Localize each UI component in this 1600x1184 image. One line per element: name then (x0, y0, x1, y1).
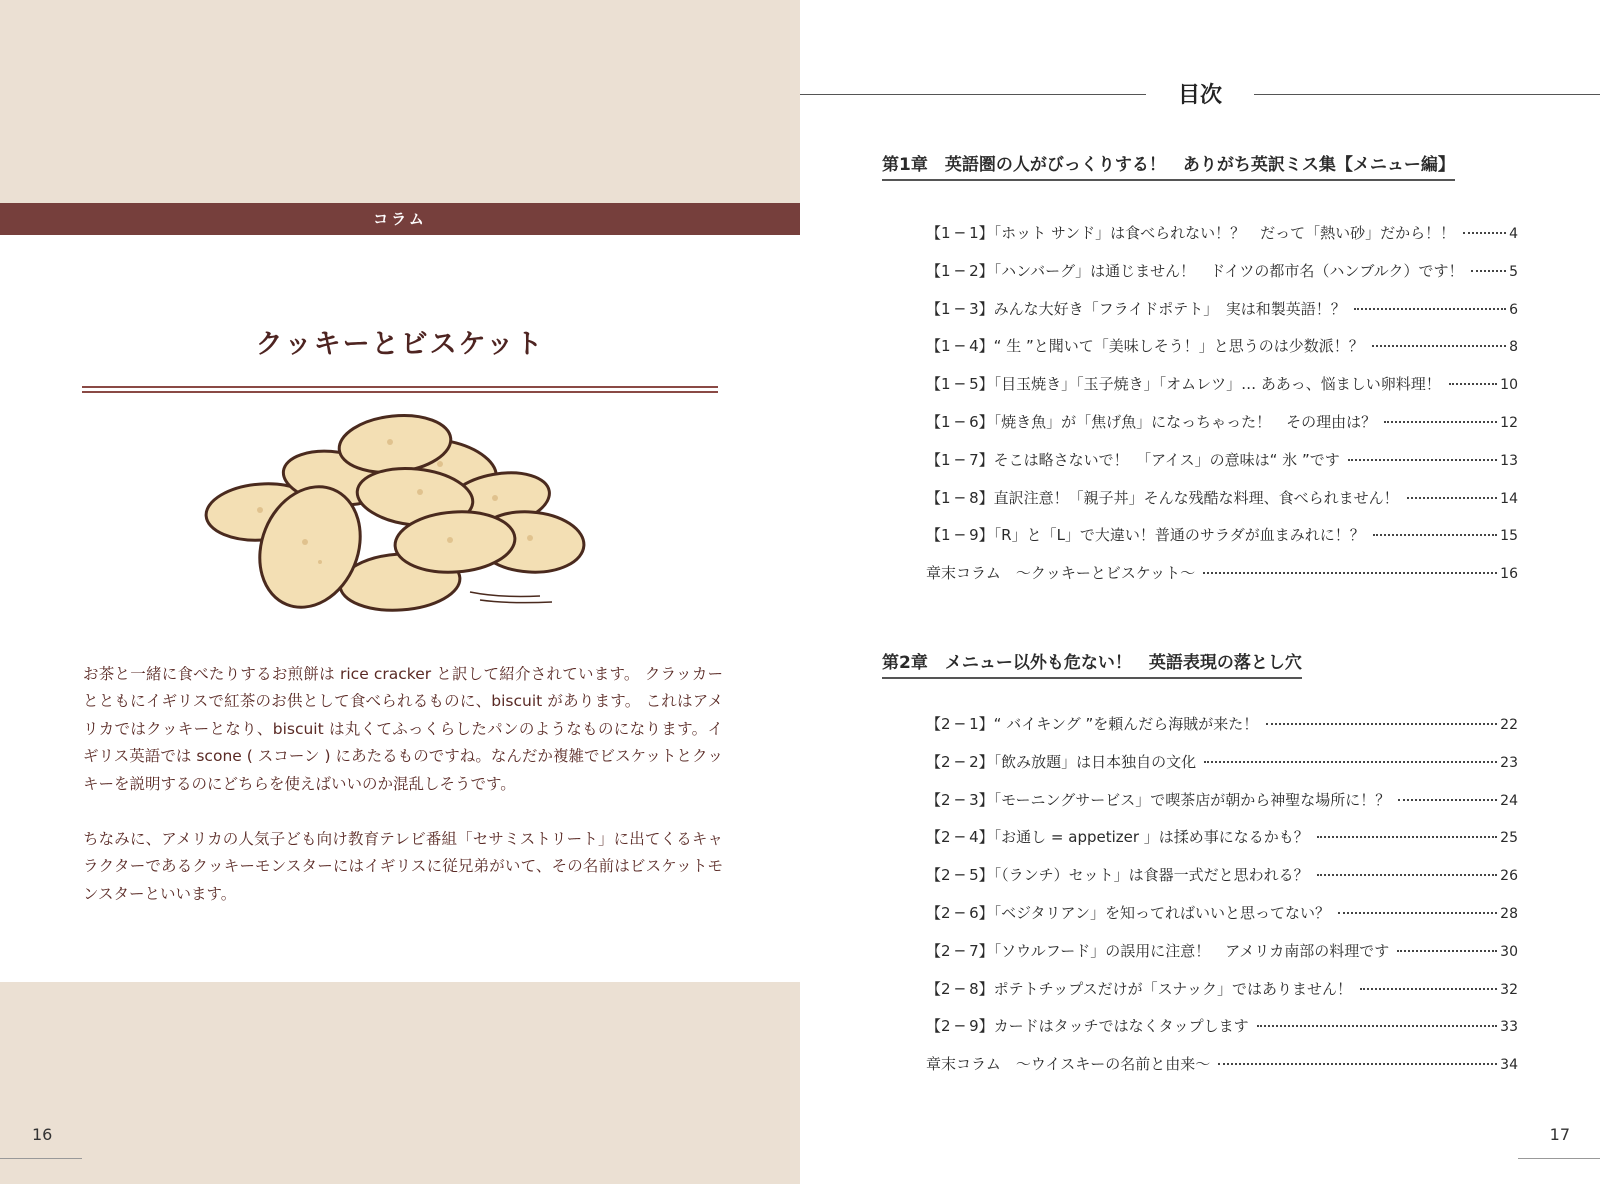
column-banner: コラム (0, 203, 800, 235)
toc-entry-page: 30 (1500, 943, 1518, 960)
toc-entry-title: 【1 ─ 2】「ハンバーグ」は通じません！ ドイツの都市名（ハンブルク）です！ (926, 261, 1464, 280)
toc-entry (926, 978, 1518, 1016)
toc-dot-leader (1218, 1063, 1497, 1065)
page-number-right: 17 (1549, 1125, 1570, 1144)
toc-dot-leader (1348, 459, 1497, 461)
toc-dot-leader (1360, 988, 1497, 990)
toc-entry-title: 【1 ─ 7】そこは略さないで！ 「アイス」の意味は“ 氷 ”です (926, 450, 1340, 469)
toc-entry-title: 【2 ─ 3】「モーニングサービス」で喫茶店が朝から神聖な場所に！？ (926, 790, 1391, 809)
toc-entry-page: 16 (1500, 566, 1518, 583)
toc-entry (926, 864, 1518, 902)
toc-entry-page: 24 (1500, 792, 1518, 809)
toc-dot-leader (1204, 761, 1497, 763)
toc-entry (926, 487, 1518, 525)
page-number-rule (0, 1158, 82, 1159)
column-title: クッキーとビスケット (255, 329, 545, 360)
toc-entry (926, 789, 1518, 827)
toc-entry-page: 10 (1500, 377, 1518, 394)
toc-entry (926, 222, 1518, 260)
toc-entry-page: 13 (1500, 452, 1518, 469)
toc-entry-page: 22 (1500, 717, 1518, 733)
toc-entry-page: 26 (1500, 868, 1518, 885)
toc-dot-leader (1398, 799, 1497, 801)
toc-entry-title: 【2 ─ 7】「ソウルフード」の誤用に注意！ アメリカ南部の料理です (926, 941, 1390, 960)
toc-entry (926, 751, 1518, 789)
toc-entry (926, 826, 1518, 864)
toc-entry-title: 【1 ─ 4】“ 生 ”と聞いて「美味しそう！」と思うのは少数派！？ (926, 337, 1364, 356)
toc-entry-title: 【2 ─ 9】カードはタッチではなくタップします (926, 1017, 1249, 1036)
toc-entry-page: 32 (1500, 981, 1518, 998)
toc-entry-page: 5 (1509, 263, 1518, 280)
toc-dot-leader (1317, 836, 1497, 838)
toc-dot-leader (1449, 383, 1497, 385)
toc-entry (926, 411, 1518, 449)
toc-dot-leader (1463, 232, 1506, 234)
toc-entry (926, 524, 1518, 562)
toc-entry-page: 28 (1500, 905, 1518, 922)
toc-entry-title: 章末コラム ～クッキーとビスケット～ (926, 564, 1196, 583)
toc-entry (926, 298, 1518, 336)
bottom-decorative-band (0, 982, 800, 1184)
chapter-heading: 第1章 英語圏の人がびっくりする！ ありがち英訳ミス集【メニュー編】 (882, 150, 1455, 181)
toc-entry (926, 373, 1518, 411)
chapter-heading: 第2章 メニュー以外も危ない！ 英語表現の落とし穴 (882, 648, 1302, 679)
toc-entry-title: 【2 ─ 1】“ バイキング ”を頼んだら海賊が来た！ (926, 715, 1259, 733)
top-decorative-band (0, 0, 800, 203)
toc-entry (926, 562, 1518, 600)
toc-entry (926, 902, 1518, 940)
toc-list-chapter-1 (926, 222, 1518, 600)
toc-entry-title: 【2 ─ 6】「ベジタリアン」を知ってればいいと思ってない？ (926, 903, 1330, 922)
toc-dot-leader (1257, 1025, 1498, 1027)
toc-entry (926, 713, 1518, 751)
title-double-rule (82, 386, 718, 388)
toc-entry (926, 260, 1518, 298)
toc-entry-page: 6 (1509, 301, 1518, 318)
toc-entry (926, 1015, 1518, 1053)
toc-entry-title: 【1 ─ 8】直訳注意！「親子丼」そんな残酷な料理、食べられません！ (926, 488, 1399, 507)
toc-entry (926, 335, 1518, 373)
toc-dot-leader (1354, 308, 1506, 310)
page-number-left: 16 (32, 1125, 53, 1144)
column-paragraph: ちなみに、アメリカの人気子ども向け教育テレビ番組「セサミストリート」に出てくるキャラクターであるクッキーモンスターにはイギリスに従兄弟がいて、その名前はビスケットモンスターといいます。 (83, 829, 723, 903)
toc-entry-page: 34 (1500, 1057, 1518, 1074)
toc-entry-title: 【1 ─ 5】「目玉焼き」「玉子焼き」「オムレツ」… ああっ、悩ましい卵料理！ (926, 375, 1441, 394)
toc-dot-leader (1471, 270, 1506, 272)
toc-entry-title: 【1 ─ 6】「焼き魚」が「焦げ魚」になっちゃった！ その理由は？ (926, 412, 1377, 431)
toc-entry-page: 4 (1509, 226, 1518, 242)
title-double-rule (82, 391, 718, 393)
toc-dot-leader (1384, 421, 1497, 423)
toc-dot-leader (1372, 345, 1506, 347)
toc-heading-rule (800, 94, 1146, 95)
toc-entry-page: 25 (1500, 830, 1518, 847)
toc-dot-leader (1317, 874, 1498, 876)
toc-heading-rule (1254, 94, 1600, 95)
toc-entry-page: 8 (1509, 339, 1518, 356)
toc-entry-title: 【2 ─ 8】ポテトチップスだけが「スナック」ではありません！ (926, 979, 1353, 998)
toc-entry-page: 14 (1500, 490, 1518, 507)
toc-entry-title: 【1 ─ 3】みんな大好き「フライドポテト」 実は和製英語！？ (926, 299, 1346, 318)
toc-dot-leader (1338, 912, 1497, 914)
toc-entry (926, 449, 1518, 487)
toc-dot-leader (1407, 497, 1498, 499)
toc-entry (926, 940, 1518, 978)
toc-entry-title: 【2 ─ 4】「お通し = appetizer 」は揉め事になるかも？ (926, 828, 1309, 847)
toc-entry-title: 【1 ─ 1】「ホット サンド」は食べられない！？ だって「熱い砂」だから！！ (926, 224, 1456, 242)
toc-entry-page: 33 (1500, 1019, 1518, 1036)
toc-entry-title: 【2 ─ 5】「（ランチ）セット」は食器一式だと思われる？ (926, 866, 1309, 885)
toc-dot-leader (1373, 534, 1497, 536)
toc-entry-title: 【2 ─ 2】「飲み放題」は日本独自の文化 (926, 752, 1197, 771)
toc-dot-leader (1266, 723, 1497, 725)
toc-dot-leader (1203, 572, 1497, 574)
toc-entry-page: 15 (1500, 528, 1518, 545)
cookies-illustration (200, 412, 600, 622)
toc-heading: 目次 (1177, 83, 1222, 108)
toc-entry-title: 【1 ─ 9】「R」と「L」で大違い！普通のサラダが血まみれに！？ (926, 526, 1365, 545)
toc-list-chapter-2 (926, 713, 1518, 1091)
column-paragraph: お茶と一緒に食べたりするお煎餅は rice cracker と訳して紹介されています。 クラッカーとともにイギリスで紅茶のお供として食べられるものに、biscuit があります。 これはアメリカではクッキーとなり、biscuit は丸くてふっくらしたパンのようなものになります。イギリス英語では scone ( スコーン ) にあたるものですね。なんだか複雑でビスケットとクッキーを説明するのにどちらを使えばいいのか混乱しそうです。 (83, 664, 723, 793)
toc-entry (926, 1053, 1518, 1091)
right-page (800, 0, 1600, 1184)
page-number-rule (1518, 1158, 1600, 1159)
toc-entry-page: 23 (1500, 754, 1518, 771)
toc-dot-leader (1397, 950, 1497, 952)
toc-entry-title: 章末コラム ～ウイスキーの名前と由来～ (926, 1055, 1211, 1074)
toc-entry-page: 12 (1500, 414, 1518, 431)
